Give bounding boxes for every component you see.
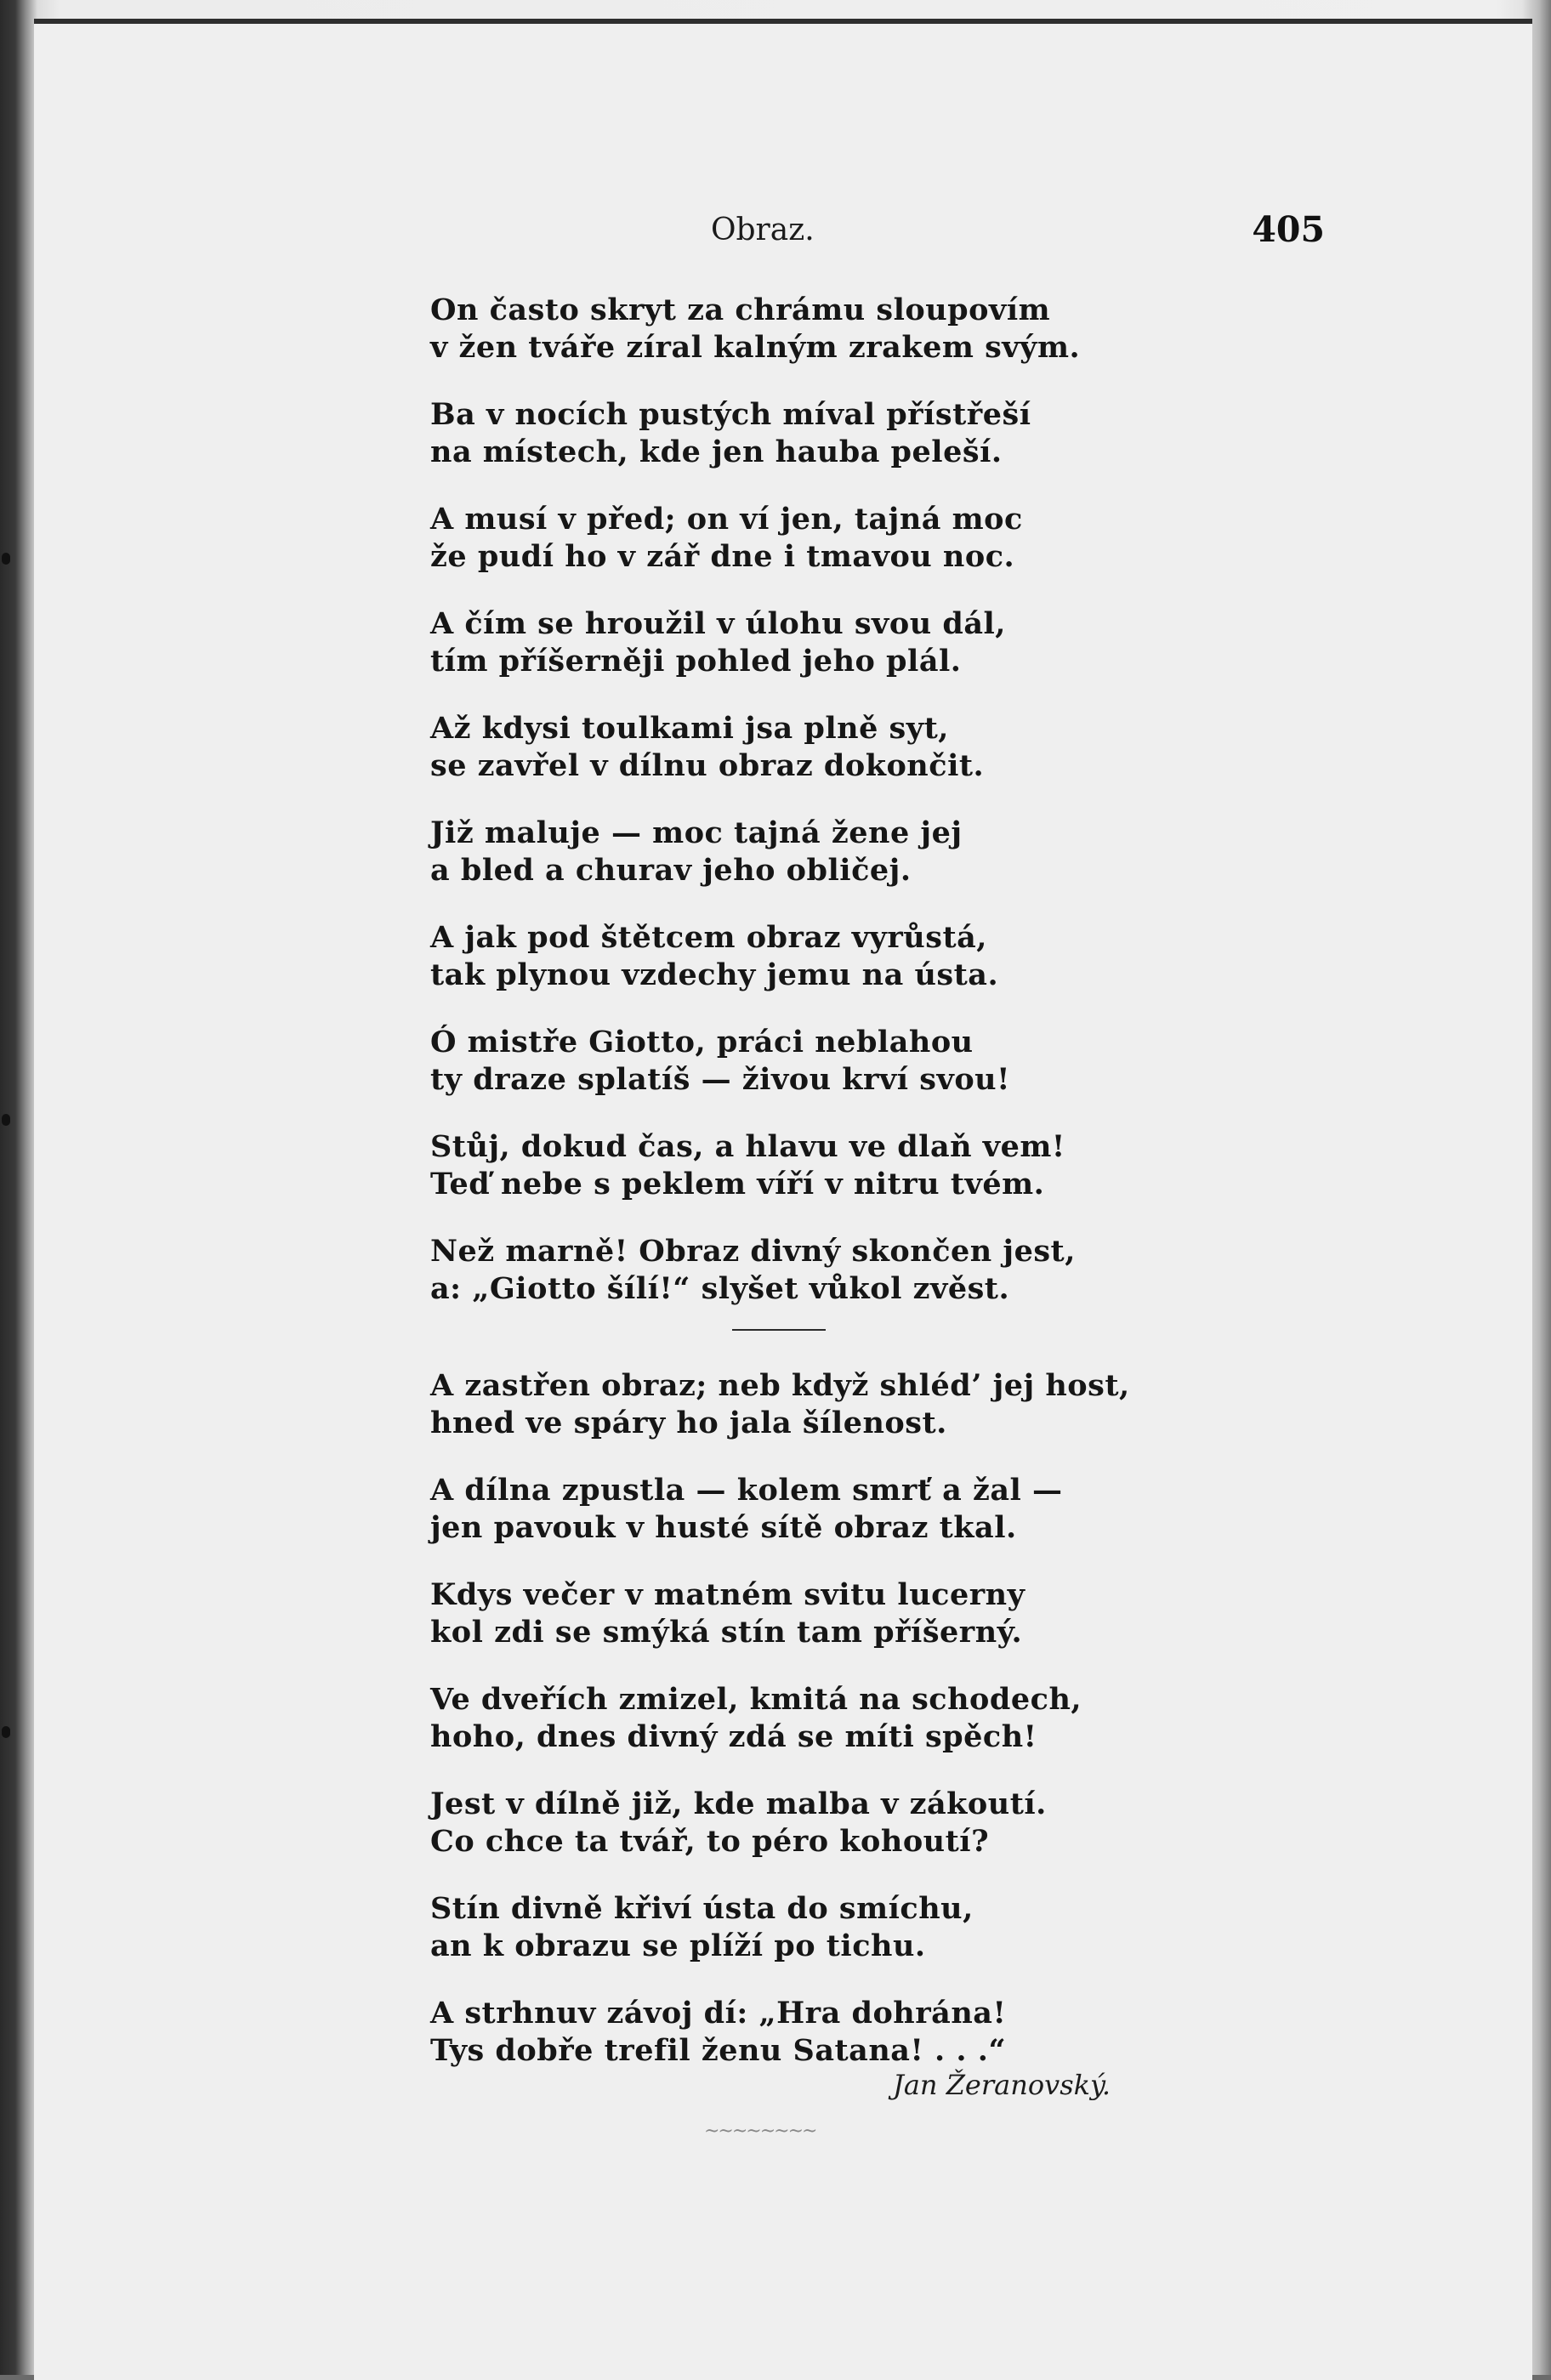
binding-mark: [2, 553, 10, 565]
poem-line: na místech, kde jen hauba peleší.: [430, 435, 1003, 469]
poem-stanza: [430, 1472, 1145, 1547]
poem-stanza: [430, 1367, 1145, 1442]
poem-stanza: [430, 605, 1145, 680]
poem-line: Kdys večer v matném svitu lucerny: [430, 1577, 1025, 1612]
poem: [430, 292, 1145, 2070]
poem-line: Než marně! Obraz divný skončen jest,: [430, 1234, 1076, 1269]
poem-line: an k obrazu se plíží po tichu.: [430, 1928, 926, 1963]
poem-stanza: [430, 919, 1145, 994]
poem-line: A dílna zpustla — kolem smrť a žal —: [430, 1473, 1063, 1508]
author-signature: Jan Žeranovský.: [893, 2069, 1111, 2101]
poem-line: hned ve spáry ho jala šílenost.: [430, 1406, 947, 1440]
poem-line: A zastřen obraz; neb když shléd’ jej host,: [430, 1368, 1130, 1403]
poem-stanza: [430, 1128, 1145, 1203]
poem-line: kol zdi se smýká stín tam příšerný.: [430, 1615, 1023, 1650]
poem-line: Ve dveřích zmizel, kmitá na schodech,: [430, 1682, 1082, 1717]
end-ornament: ~~~~~~~~: [704, 2121, 816, 2142]
poem-stanza: [430, 501, 1145, 576]
poem-line: On často skryt za chrámu sloupovím: [430, 293, 1051, 327]
poem-line: Ba v nocích pustých míval přístřeší: [430, 397, 1031, 432]
poem-line: že pudí ho v zář dne i tmavou noc.: [430, 539, 1015, 574]
poem-line: hoho, dnes divný zdá se míti spěch!: [430, 1719, 1037, 1754]
poem-line: Stůj, dokud čas, a hlavu ve dlaň vem!: [430, 1129, 1065, 1164]
poem-line: A musí v před; on ví jen, tajná moc: [430, 502, 1023, 537]
poem-stanza: [430, 1995, 1145, 2070]
poem-line: jen pavouk v husté sítě obraz tkal.: [430, 1510, 1017, 1545]
poem-stanza: [430, 1681, 1145, 1756]
poem-line: se zavřel v dílnu obraz dokončit.: [430, 748, 985, 783]
book-page: [34, 19, 1532, 2380]
poem-line: Až kdysi toulkami jsa plně syt,: [430, 711, 949, 746]
poem-stanza: [430, 815, 1145, 889]
poem-line: Teď nebe s peklem víří v nitru tvém.: [430, 1167, 1045, 1201]
poem-stanza: [430, 1024, 1145, 1099]
poem-line: Co chce ta tvář, to péro kohoutí?: [430, 1824, 990, 1859]
poem-line: Stín divně křiví ústa do smíchu,: [430, 1891, 974, 1926]
poem-line: ty draze splatíš — živou krví svou!: [430, 1062, 1010, 1097]
poem-line: Ó mistře Giotto, práci neblahou: [430, 1025, 974, 1059]
running-title: Obraz.: [711, 213, 815, 247]
binding-mark: [2, 1726, 10, 1738]
poem-line: a bled a churav jeho obličej.: [430, 853, 912, 888]
poem-line: Již maluje — moc tajná žene jej: [430, 815, 963, 850]
poem-stanza: [430, 1786, 1145, 1860]
poem-line: A jak pod štětcem obraz vyrůstá,: [430, 920, 987, 955]
poem-line: A strhnuv závoj dí: „Hra dohrána!: [430, 1996, 1007, 2031]
poem-stanza: [430, 1576, 1145, 1651]
poem-line: A čím se hroužil v úlohu svou dál,: [430, 606, 1006, 641]
poem-line: v žen tváře zíral kalným zrakem svým.: [430, 330, 1081, 365]
page-header: [34, 209, 1532, 255]
poem-stanza: [430, 292, 1145, 366]
section-divider: [732, 1329, 826, 1331]
poem-line: tím příšerněji pohled jeho plál.: [430, 644, 962, 679]
poem-line: tak plynou vzdechy jemu na ústa.: [430, 957, 999, 992]
poem-line: Tys dobře trefil ženu Satana! . . .“: [430, 2033, 1007, 2068]
poem-stanza: [430, 710, 1145, 785]
poem-stanza: [430, 1233, 1145, 1308]
page-number: 405: [1252, 209, 1325, 250]
binding-mark: [2, 1114, 10, 1126]
poem-line: a: „Giotto šílí!“ slyšet vůkol zvěst.: [430, 1271, 1010, 1306]
poem-stanza: [430, 1890, 1145, 1965]
poem-line: Jest v dílně již, kde malba v zákoutí.: [430, 1786, 1047, 1821]
poem-stanza: [430, 396, 1145, 471]
